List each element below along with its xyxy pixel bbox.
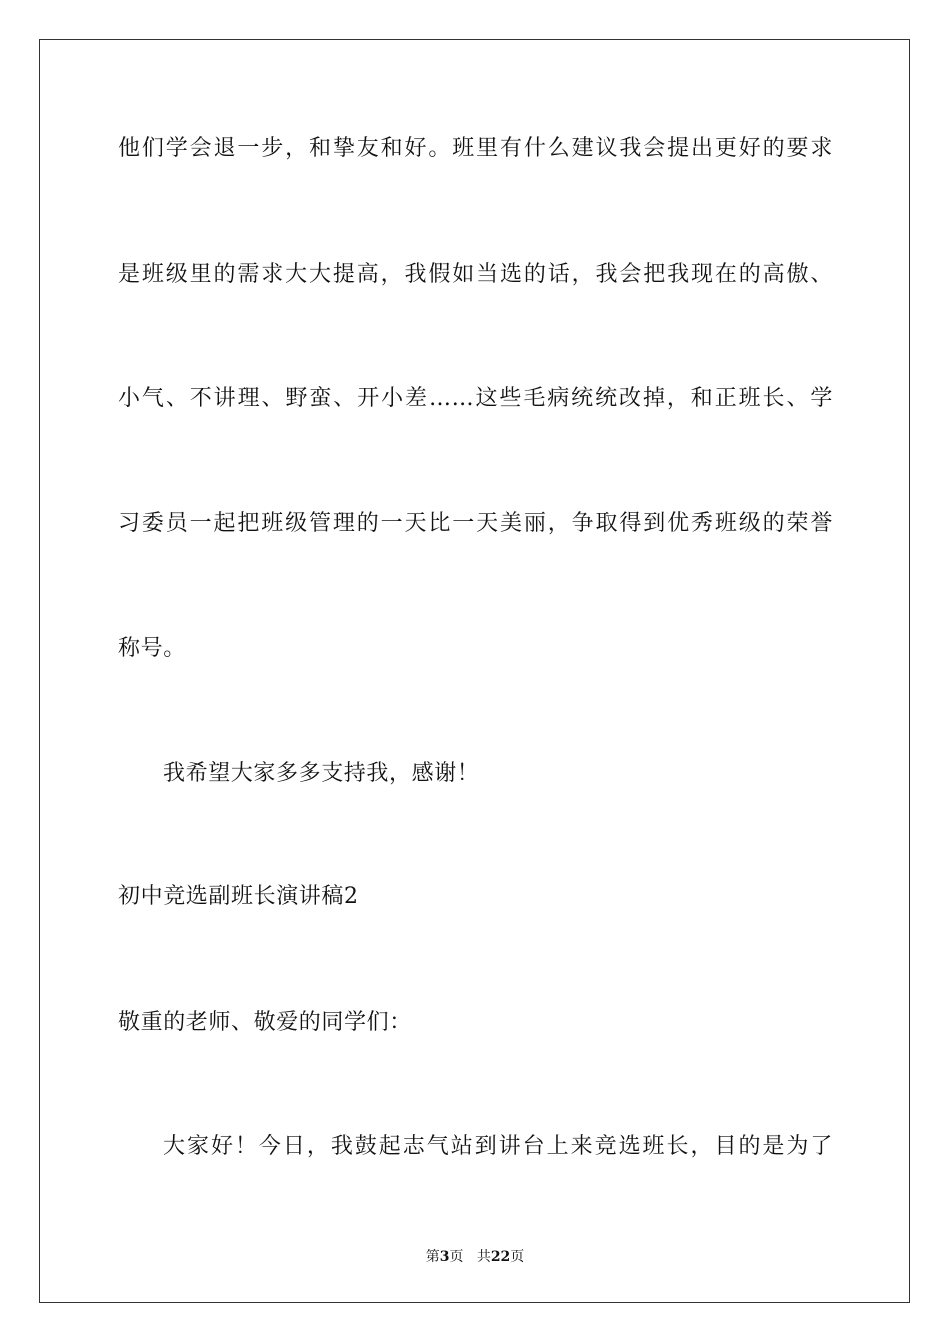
page-footer [0, 1247, 950, 1267]
total-label-prefix: 共 [476, 1249, 491, 1265]
paragraph-line: 称号。 [118, 636, 186, 661]
total-label-suffix: 页 [510, 1249, 525, 1265]
paragraph-line: 习委员一起把班级管理的一天比一天美丽，争取得到优秀班级的荣誉 [118, 511, 833, 536]
paragraph-line: 我希望大家多多支持我，感谢！ [163, 761, 480, 786]
total-pages: 22 [490, 1249, 511, 1265]
paragraph-line: 是班级里的需求大大提高，我假如当选的话，我会把我现在的高傲、 [118, 262, 833, 287]
page-label-prefix: 第 [425, 1249, 440, 1265]
page-border [39, 39, 910, 1303]
paragraph-line: 大家好！今日，我鼓起志气站到讲台上来竞选班长，目的是为了 [163, 1134, 833, 1159]
page-label-suffix: 页 [449, 1249, 464, 1265]
salutation: 敬重的老师、敬爱的同学们： [118, 1010, 412, 1035]
paragraph-line: 小气、不讲理、野蛮、开小差……这些毛病统统改掉，和正班长、学 [118, 386, 833, 411]
paragraph-line: 他们学会退一步，和挚友和好。班里有什么建议我会提出更好的要求 [118, 136, 833, 161]
section-heading: 初中竞选副班长演讲稿2 [118, 884, 359, 909]
page-number: 3 [439, 1249, 450, 1265]
